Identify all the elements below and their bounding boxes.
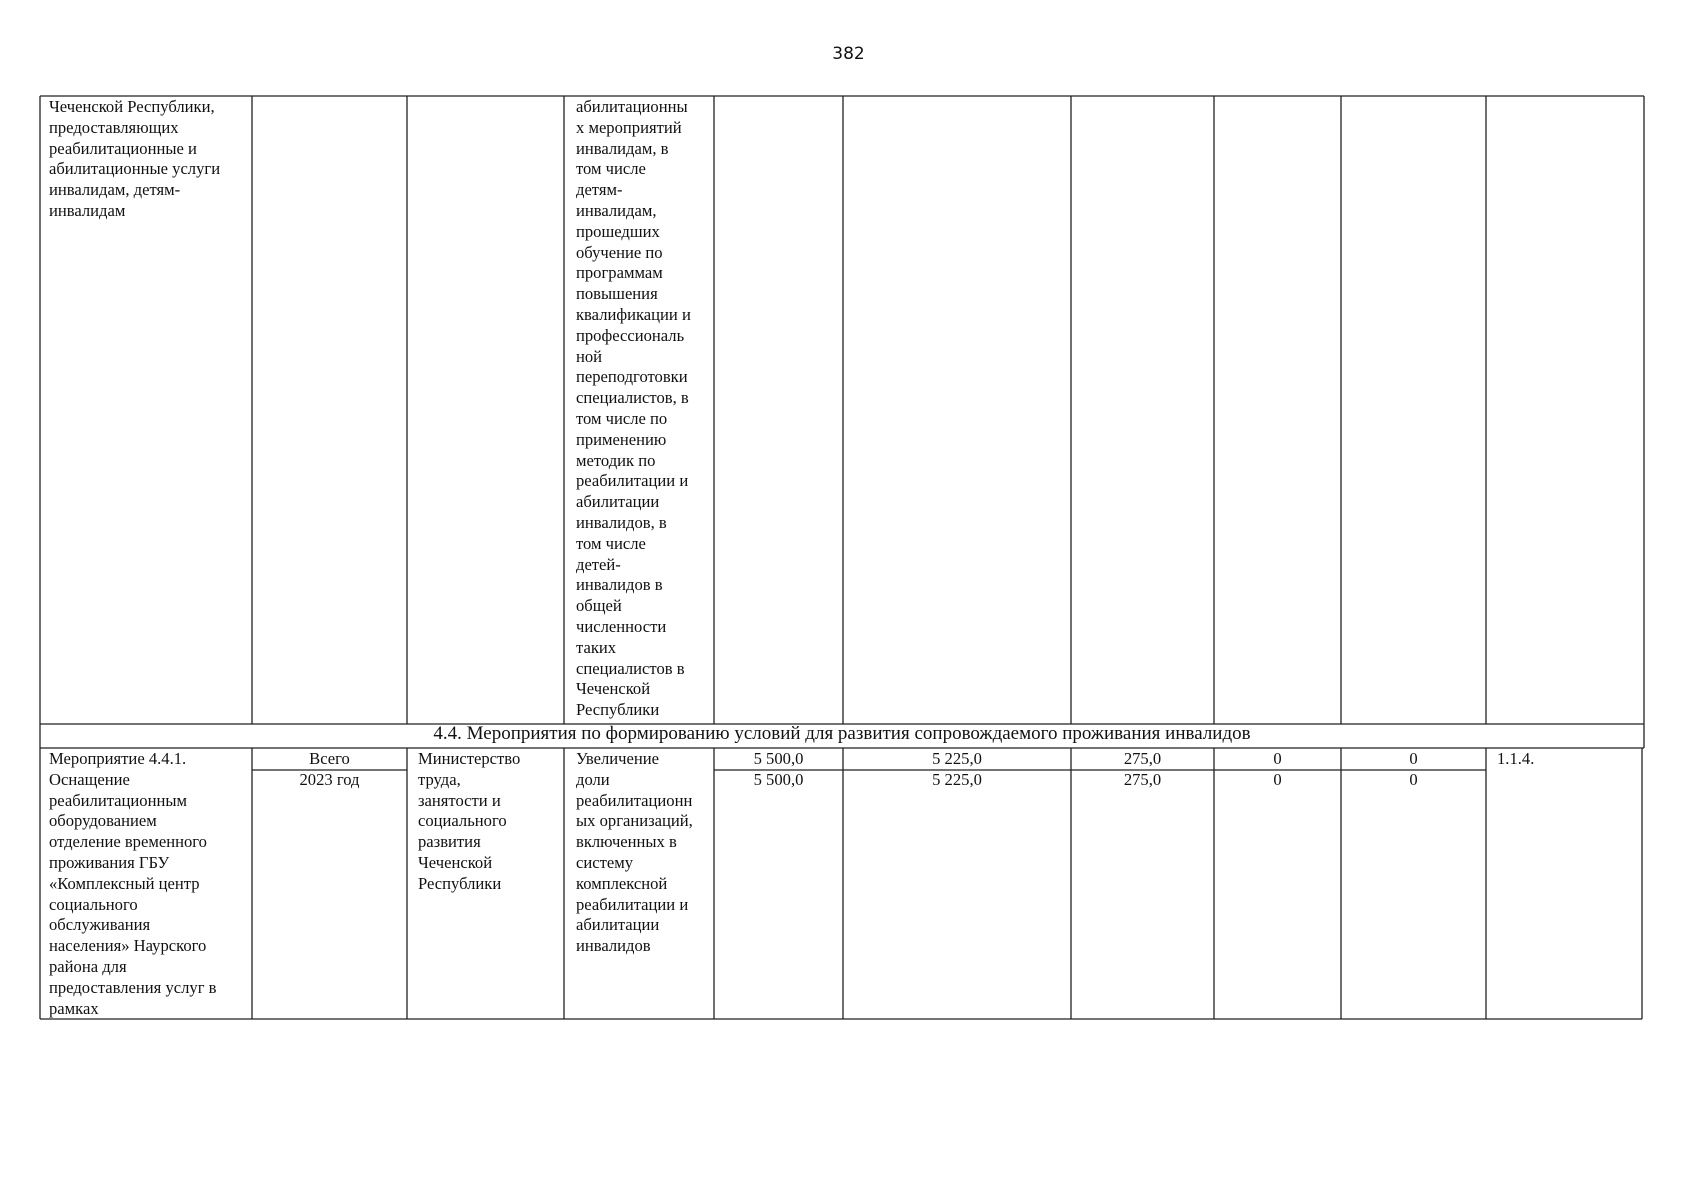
total-funding-regional: 275,0 [1123, 749, 1162, 768]
indicator-cell: Увеличение доли реабилитационн ых организаций, включенных в систему комплексной реабилитации и абилитации инвалидов [576, 749, 693, 956]
year-funding-federal: 5 225,0 [932, 770, 982, 789]
continuation-cell-organizations: Чеченской Республики, предоставляющих реабилитационные и абилитационные услуги инвалидам, детям- инвалидам [49, 97, 221, 220]
link-indicator-cell: 1.1.4. [1497, 749, 1535, 768]
year-funding-other: 0 [1409, 770, 1418, 789]
event-name-cell: Мероприятие 4.4.1. Оснащение реабилитационным оборудованием отделение временного проживания ГБУ «Комплексный центр социального обслуживания населения» Наурского района для предоставления услуг в рамках [49, 749, 217, 1018]
section-heading: 4.4. Мероприятия по формированию условий для развития сопровождаемого проживания инвалидов [433, 723, 1251, 744]
total-funding-other: 0 [1409, 749, 1418, 768]
period-year-label: 2023 год [299, 770, 360, 789]
total-funding-local: 0 [1273, 749, 1282, 768]
page-number: 382 [832, 44, 865, 64]
period-total-label: Всего [309, 749, 350, 768]
year-funding-all: 5 500,0 [753, 770, 804, 789]
total-funding-federal: 5 225,0 [932, 749, 982, 768]
year-funding-local: 0 [1273, 770, 1282, 789]
year-funding-regional: 275,0 [1123, 770, 1162, 789]
executor-cell: Министерство труда, занятости и социального развития Чеченской Республики [418, 749, 521, 893]
continuation-cell-indicator: абилитационны х мероприятий инвалидам, в том числе детям- инвалидам, прошедших обучение по программам повышения квалификации и профессиональ ной переподготовки специалистов, в том числе по применению методик по реабилитации и абилитации инвалидов, в том числе детей- инвалидов в общей численности таких специалистов в Чеченской Республики [576, 97, 691, 720]
total-funding-all: 5 500,0 [753, 749, 804, 768]
